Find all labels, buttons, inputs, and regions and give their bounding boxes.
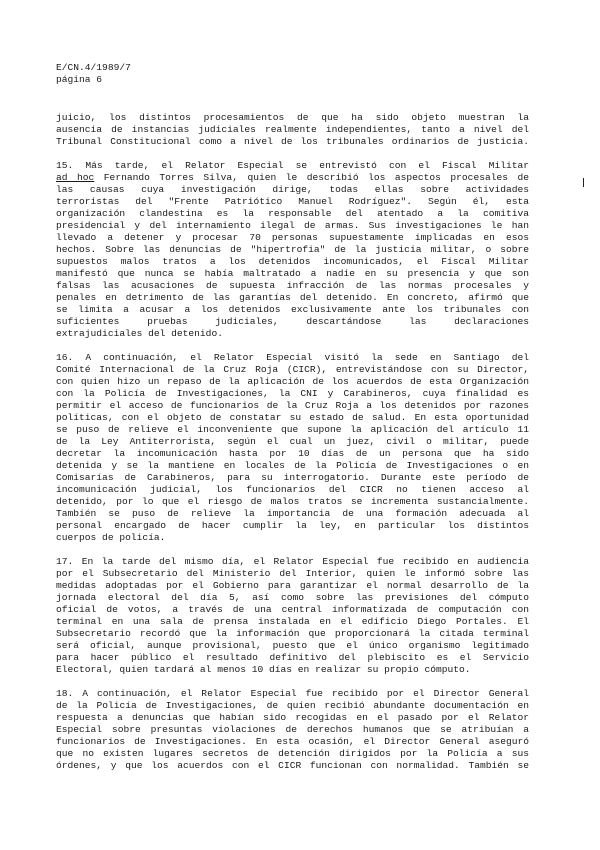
paragraph-15-line-11: falsas las acusaciones de supuesta infracción de las normas procesales y	[56, 280, 529, 291]
paragraph-16-line-10: detenida y se la mantiene en locales de la Policía de Investigaciones o en	[56, 460, 529, 471]
paragraph-16-line-3: con quien hizo un repaso de la aplicación de los acuerdos de esta Organización	[56, 376, 529, 387]
document-symbol: E/CN.4/1989/7	[56, 62, 131, 73]
paragraph-16-line-1: 16. A continuación, el Relator Especial visitó la sede en Santiago del	[56, 352, 529, 363]
paragraph-16-line-14: También se puso de relieve la importancia de una formación adecuada al	[56, 508, 529, 519]
paragraph-18-line-6: que no existen lugares secretos de detención dirigidos por la Policía a sus	[56, 748, 529, 759]
paragraph-16-line-13: detenido, por lo que el riesgo de malos tratos se incrementa sustancialmente.	[56, 496, 529, 507]
paragraph-17-line-3: medidas adoptadas por el Gobierno para garantizar el normal desarrollo de la	[56, 580, 529, 591]
paragraph-18-line-3: respuesta a denuncias que habían sido recogidas en el pasado por el Relator	[56, 712, 529, 723]
margin-mark	[583, 178, 584, 187]
intro-line-3: Tribunal Constitucional como a nivel de los tribunales ordinarios de justicia.	[56, 136, 529, 147]
paragraph-15-line-6: presidencial y del internamiento ilegal de armas. Sus investigaciones le han	[56, 220, 529, 231]
paragraph-16-line-6: políticas, con el objeto de constatar su estado de salud. En esta oportunidad	[56, 412, 529, 423]
paragraph-15-line-9: supuestos malos tratos a los detenidos incomunicados, el Fiscal Militar	[56, 256, 529, 267]
paragraph-15-line-4: terroristas del "Frente Patriótico Manuel Rodríguez". Según él, esta	[56, 196, 529, 207]
paragraph-17-line-1: 17. En la tarde del mismo día, el Relator Especial fue recibido en audiencia	[56, 556, 529, 567]
paragraph-15-line-8: hechos. Sobre las denuncias de "hipertrofia" de la justicia militar, o sobre	[56, 244, 529, 255]
paragraph-16-line-8: de la Ley Antiterrorista, según el cual un juez, civil o militar, puede	[56, 436, 529, 447]
paragraph-17-line-6: terminal en una sala de prensa instalada en el edificio Diego Portales. El	[56, 616, 529, 627]
paragraph-15-line-2-text: Fernando Torres Silva, quien le describió los aspectos procesales de	[94, 172, 529, 183]
intro-line-1: juicio, los distintos procesamientos de que ha sido objeto muestran la	[56, 112, 529, 123]
paragraph-15-line-1: 15. Más tarde, el Relator Especial se entrevistó con el Fiscal Militar	[56, 160, 529, 171]
paragraph-15-line-13: se limita a acusar a los detenidos exclusivamente ante los tribunales con	[56, 304, 529, 315]
paragraph-16-line-7: se puso de relieve el inconveniente que supone la aplicación del artículo 11	[56, 424, 529, 435]
paragraph-15-line-5: organización clandestina es la responsable del atentado a la comitiva	[56, 208, 529, 219]
paragraph-17-line-7: Subsecretario recordó que la información que proporcionará la citada terminal	[56, 628, 529, 639]
paragraph-16-line-2: Comité Internacional de la Cruz Roja (CICR), entrevistándose con su Director,	[56, 364, 529, 375]
paragraph-17-line-8: será oficial, aunque provisional, puesto que el único organismo legitimado	[56, 640, 529, 651]
paragraph-15-line-12: penales en detrimento de las garantías del detenido. En concreto, afirmó que	[56, 292, 529, 303]
paragraph-16-line-4: con la Policía de Investigaciones, la CNI y Carabineros, cuya finalidad es	[56, 388, 529, 399]
paragraph-16-line-15: personal encargado de hacer cumplir la ley, en particular los distintos	[56, 520, 529, 531]
paragraph-16-line-12: incomunicación judicial, los funcionarios del CICR no tienen acceso al	[56, 484, 529, 495]
latin-term-ad-hoc: ad hoc	[56, 172, 95, 183]
paragraph-15-line-3: las causas cuya investigación dirige, todas ellas sobre actividades	[56, 184, 529, 195]
paragraph-17-line-5: oficial de votos, a través de una central informatizada de computación con	[56, 604, 529, 615]
paragraph-16-line-16: cuerpos de policía.	[56, 532, 166, 543]
paragraph-18-line-5: funcionarios de Investigaciones. En esta ocasión, el Director General aseguró	[56, 736, 529, 747]
document-header	[56, 62, 131, 86]
paragraph-15-line-7: llevado a detener y procesar 70 personas supuestamente implicadas en esos	[56, 232, 529, 243]
paragraph-16-line-9: decretar la incomunicación hasta por 10 días de un persona que ha sido	[56, 448, 529, 459]
paragraph-17-line-4: jornada electoral del día 5, así como sobre las previsiones del cómputo	[56, 592, 529, 603]
paragraph-15-line-10: manifestó que nunca se había maltratado a nadie en su presencia y que son	[56, 268, 529, 279]
paragraph-18-line-1: 18. A continuación, el Relator Especial fue recibido por el Director General	[56, 688, 529, 699]
paragraph-17-line-10: Electoral, quien tardará al menos 10 días en realizar su propio cómputo.	[56, 664, 471, 675]
paragraph-18-line-4: Especial sobre presuntas violaciones de derechos humanos que se atribuían a	[56, 724, 529, 735]
intro-line-2: ausencia de instancias judiciales realmente independientes, tanto a nivel del	[56, 124, 529, 135]
paragraph-18-line-7: órdenes, y que los acuerdos con el CICR funcionan con normalidad. También se	[56, 760, 529, 771]
paragraph-17-line-2: por el Subsecretario del Ministerio del Interior, quien le informó sobre las	[56, 568, 529, 579]
page-number: página 6	[56, 74, 103, 85]
paragraph-15-line-2	[56, 172, 529, 184]
paragraph-16-line-5: permitir el acceso de funcionarios de la Cruz Roja a los detenidos por razones	[56, 400, 529, 411]
paragraph-15-line-14: suficientes pruebas judiciales, descartándose las declaraciones	[56, 316, 529, 327]
paragraph-18-line-2: de la Policía de Investigaciones, de quien recibió abundante documentación en	[56, 700, 529, 711]
paragraph-17-line-9: para hacer público el resultado definitivo del plebiscito es el Servicio	[56, 652, 529, 663]
paragraph-15-line-15: extrajudiciales del detenido.	[56, 328, 223, 339]
paragraph-16-line-11: Comisarías de Carabineros, para su interrogatorio. Durante este período de	[56, 472, 529, 483]
